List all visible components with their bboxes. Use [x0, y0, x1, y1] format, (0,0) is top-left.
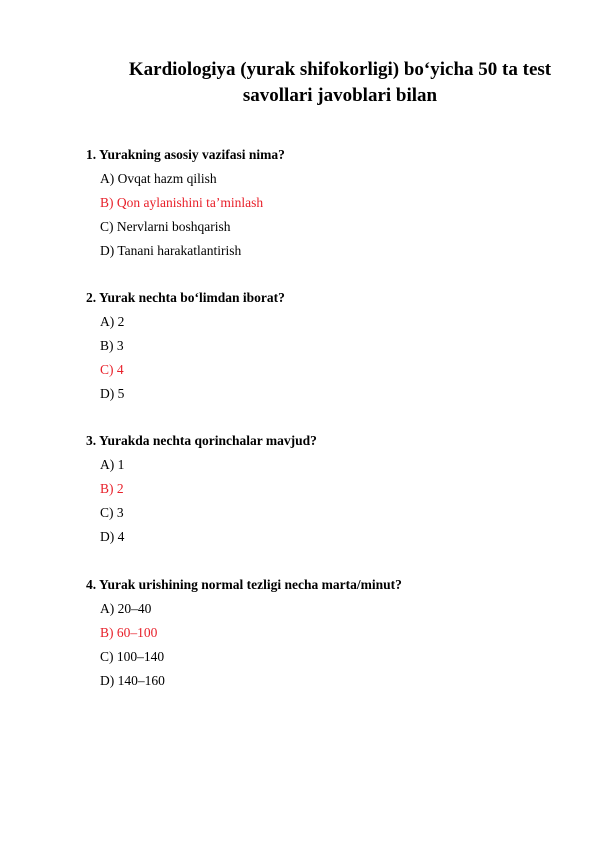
title-line-1: Kardiologiya (yurak shifokorligi) bo‘yicha 50 ta test [128, 59, 552, 80]
question-4-option-a: A) 20–40 [100, 601, 152, 616]
question-3-option-d: D) 4 [100, 529, 125, 544]
question-2: 2. Yurak nechta bo‘limdan iborat? [86, 290, 285, 305]
question-4-option-b-correct: B) 60–100 [100, 625, 158, 640]
question-1-option-c: C) Nervlarni boshqarish [100, 219, 231, 234]
question-3-option-c: C) 3 [100, 505, 124, 520]
question-3: 3. Yurakda nechta qorinchalar mavjud? [86, 433, 317, 448]
question-2-option-c-correct: C) 4 [100, 362, 124, 377]
document-title [70, 57, 596, 109]
question-1-option-d: D) Tanani harakatlantirish [100, 243, 242, 258]
question-1: 1. Yurakning asosiy vazifasi nima? [86, 147, 285, 162]
question-2-option-a: A) 2 [100, 314, 125, 329]
question-1-option-b-correct: B) Qon aylanishini ta’minlash [100, 195, 264, 210]
question-4-option-c: C) 100–140 [100, 649, 165, 664]
question-3-option-b-correct: B) 2 [100, 481, 124, 496]
title-line-2: savollari javoblari bilan [242, 85, 438, 106]
question-4: 4. Yurak urishining normal tezligi necha marta/minut? [86, 577, 402, 592]
question-2-option-b: B) 3 [100, 338, 124, 353]
question-2-option-d: D) 5 [100, 386, 125, 401]
question-3-option-a: A) 1 [100, 457, 125, 472]
question-4-option-d: D) 140–160 [100, 673, 165, 688]
question-1-option-a: A) Ovqat hazm qilish [100, 171, 217, 186]
